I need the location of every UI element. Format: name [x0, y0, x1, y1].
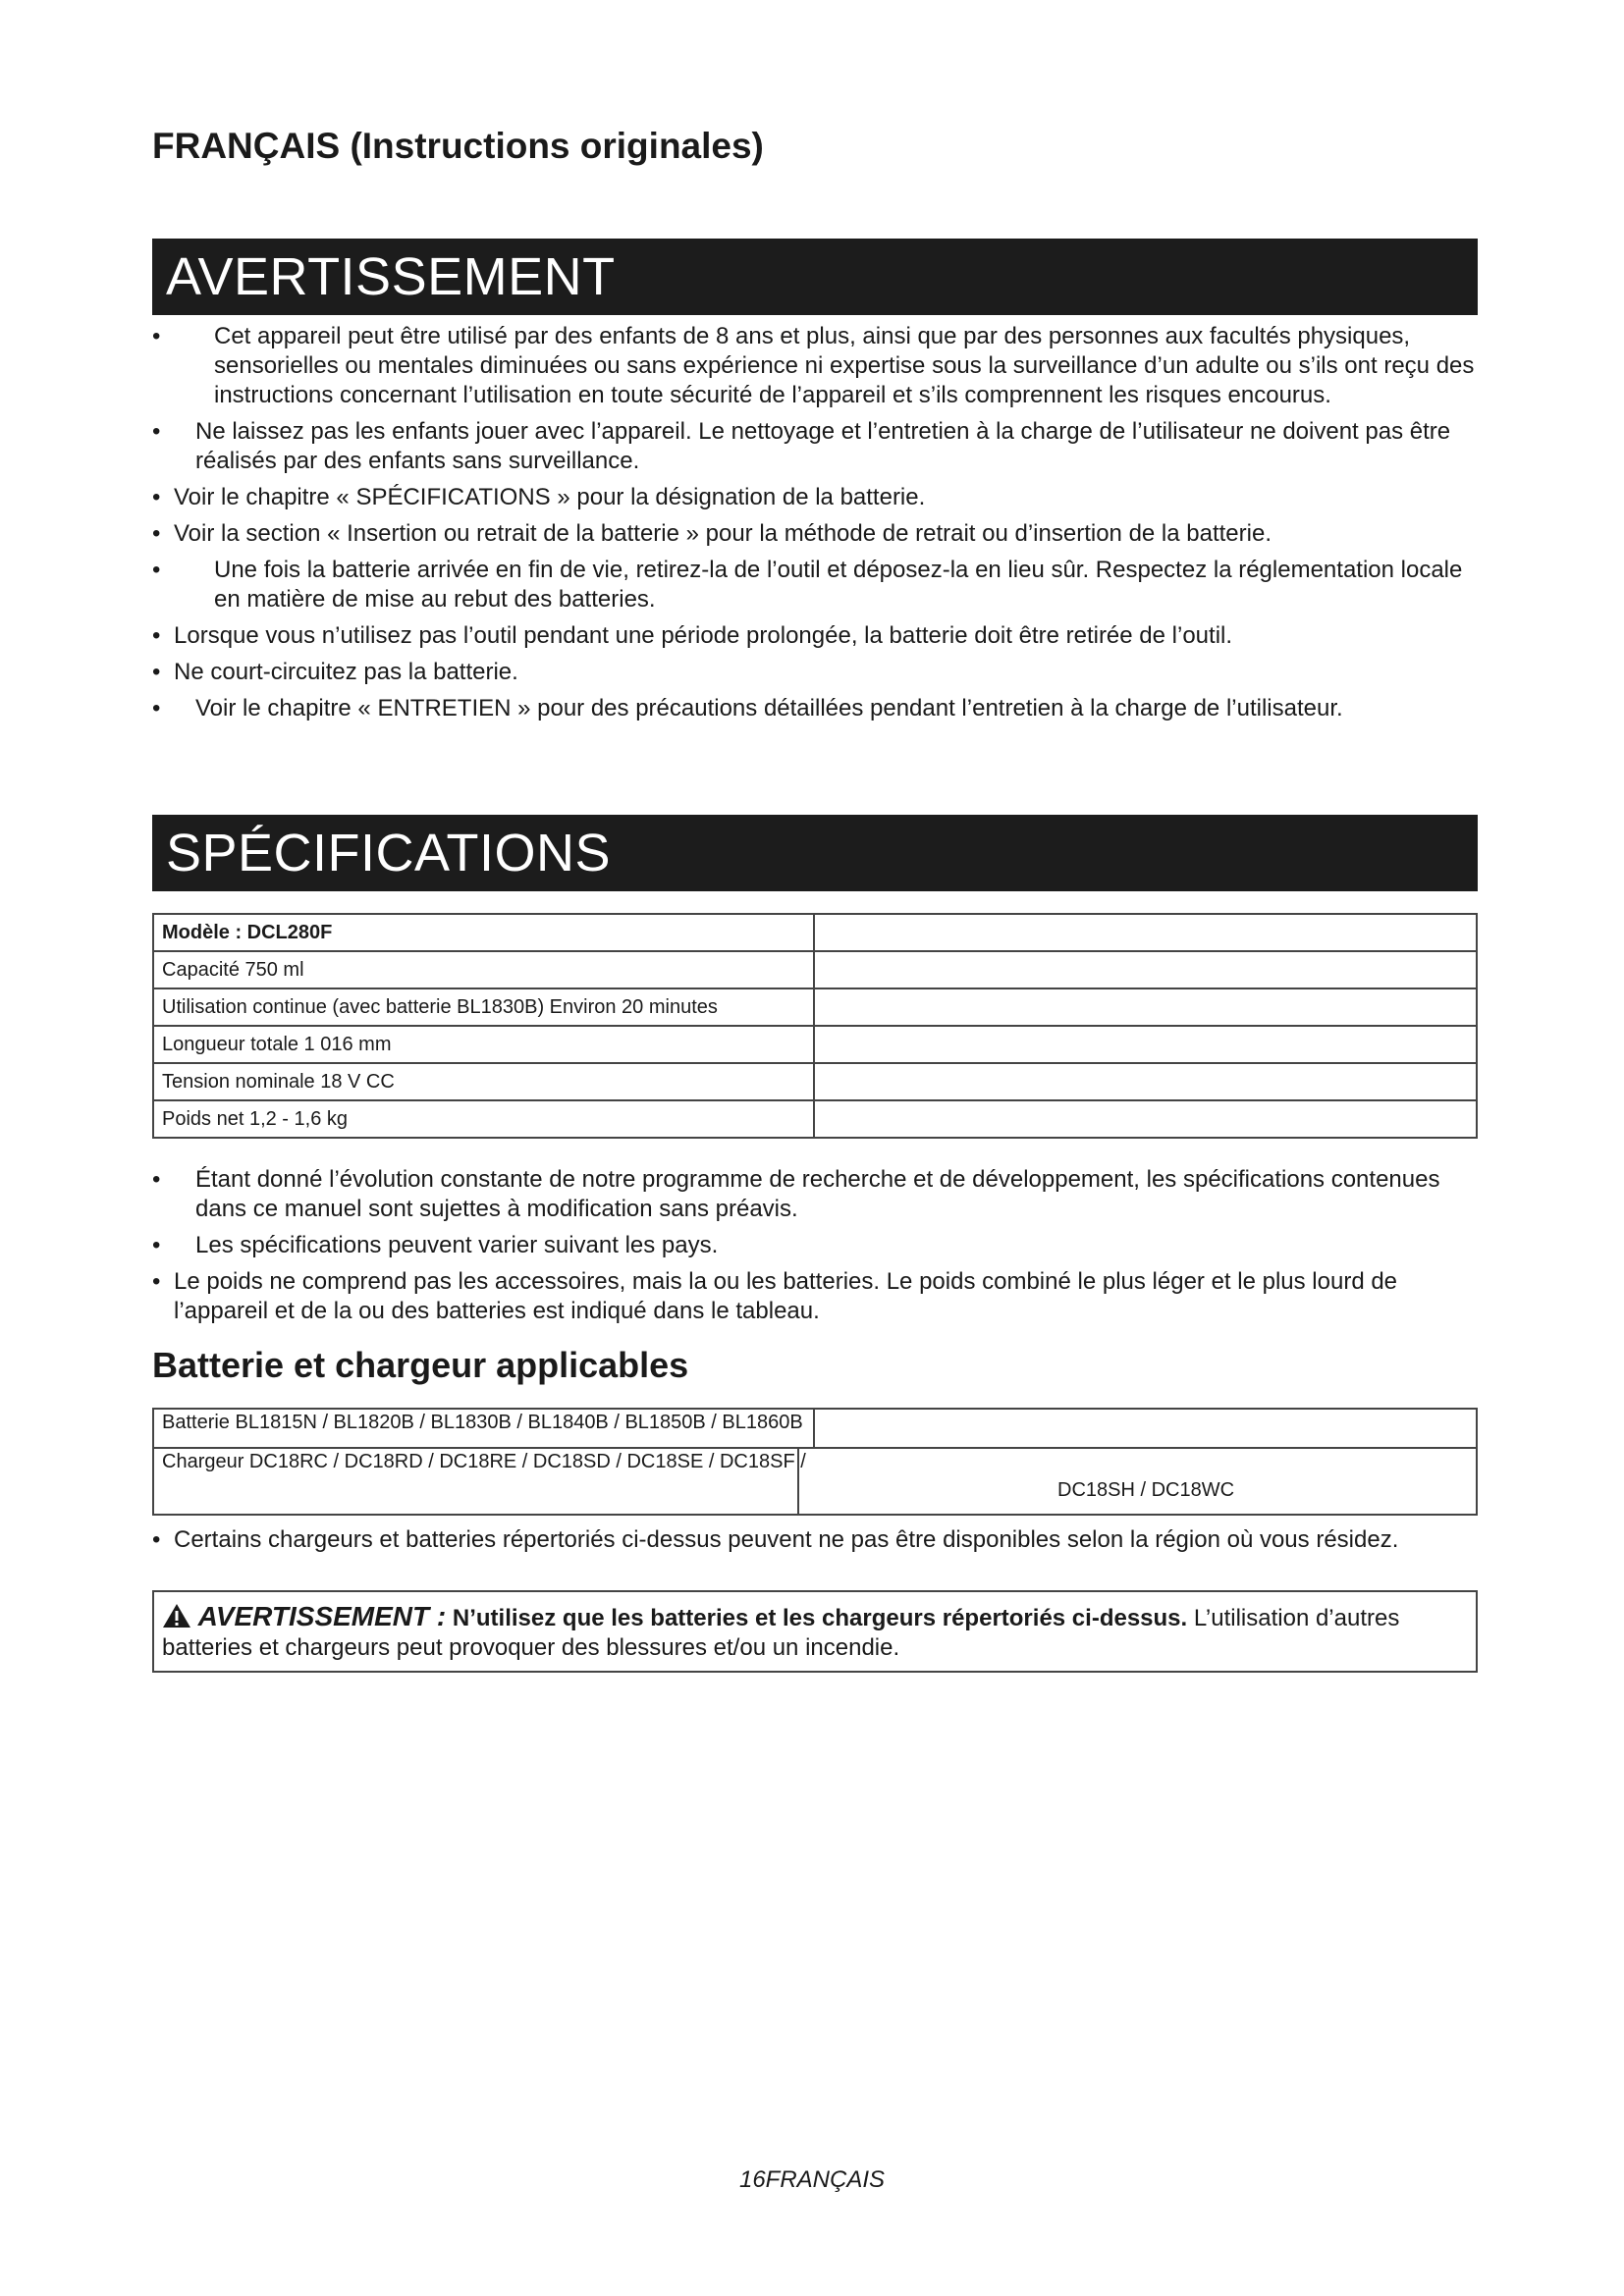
spec-cell-empty: [814, 988, 1477, 1026]
warning-strong-text: N’utilisez que les batteries et les chargeurs répertoriés ci-dessus.: [452, 1605, 1188, 1631]
spec-cell: Tension nominale 18 V CC: [153, 1063, 814, 1100]
spec-cell: Capacité 750 ml: [153, 951, 814, 988]
spec-cell: Utilisation continue (avec batterie BL1830B) Environ 20 minutes: [153, 988, 814, 1026]
list-item: • Le poids ne comprend pas les accessoires, mais la ou les batteries. Le poids combiné le plus léger et le plus lourd de l’appareil et de la ou des batteries est indiqué dans le tableau.: [152, 1267, 1478, 1326]
table-row: [153, 1063, 1477, 1100]
list-item: • Voir la section « Insertion ou retrait de la batterie » pour la méthode de retrait ou d’insertion de la batterie.: [152, 519, 1478, 549]
table-row: [153, 1448, 1477, 1515]
charger-list: Chargeur DC18RC / DC18RD / DC18RE / DC18SD / DC18SE / DC18SF /: [162, 1451, 806, 1472]
spec-cell-empty: [814, 914, 1477, 951]
spec-cell-empty: [814, 951, 1477, 988]
spec-cell: Longueur totale 1 016 mm: [153, 1026, 814, 1063]
final-warning-box: [152, 1590, 1478, 1673]
table-row: [153, 1026, 1477, 1063]
list-item: • Une fois la batterie arrivée en fin de vie, retirez-la de l’outil et déposez-la en lieu sûr. Respectez la réglementation locale en matière de mise au rebut des batteries.: [152, 556, 1478, 614]
warning-list: [152, 322, 1478, 730]
spec-cell: Poids net 1,2 - 1,6 kg: [153, 1100, 814, 1138]
list-item: • Cet appareil peut être utilisé par des enfants de 8 ans et plus, ainsi que par des personnes aux facultés physiques, sensorielles ou mentales diminuées ou sans expérience ni expertise sous la surveillance d’un adulte ou s’ils ont reçu des instructions concernant l’utilisation en toute sécurité de l’appareil et s’ils comprennent les risques encourus.: [152, 322, 1478, 410]
spec-notes-list: [152, 1165, 1478, 1333]
battery-cell-empty: [814, 1409, 1477, 1448]
table-row: [153, 1100, 1477, 1138]
list-item: • Lorsque vous n’utilisez pas l’outil pendant une période prolongée, la batterie doit être retirée de l’outil.: [152, 621, 1478, 651]
list-item: • Les spécifications peuvent varier suivant les pays.: [152, 1231, 1478, 1260]
list-item: • Voir le chapitre « ENTRETIEN » pour des précautions détaillées pendant l’entretien à la charge de l’utilisateur.: [152, 694, 1478, 723]
table-row: [153, 914, 1477, 951]
table-row: [153, 988, 1477, 1026]
page-heading: FRANÇAIS (Instructions originales): [152, 126, 764, 166]
spec-table: [152, 913, 1478, 1139]
spec-cell-empty: [814, 1100, 1477, 1138]
list-item: • Ne court-circuitez pas la batterie.: [152, 658, 1478, 687]
list-item: • Étant donné l’évolution constante de notre programme de recherche et de développement, les spécifications contenues dans ce manuel sont sujettes à modification sans préavis.: [152, 1165, 1478, 1224]
list-item: • Ne laissez pas les enfants jouer avec l’appareil. Le nettoyage et l’entretien à la charge de l’utilisateur ne doivent pas être réalisés par des enfants sans surveillance.: [152, 417, 1478, 476]
availability-notes: [152, 1525, 1478, 1562]
battery-heading: Batterie et chargeur applicables: [152, 1345, 689, 1385]
charger-list-continued: DC18SH / DC18WC: [1057, 1479, 1235, 1501]
battery-list: Batterie BL1815N / BL1820B / BL1830B / BL1840B / BL1850B / BL1860B: [162, 1412, 803, 1433]
spec-cell-empty: [814, 1063, 1477, 1100]
table-row: [153, 951, 1477, 988]
spec-banner: SPÉCIFICATIONS: [152, 815, 1478, 891]
charger-cell: [153, 1448, 1477, 1515]
warning-banner: AVERTISSEMENT: [152, 239, 1478, 315]
warning-triangle-icon: [162, 1603, 191, 1629]
list-item: • Voir le chapitre « SPÉCIFICATIONS » pour la désignation de la batterie.: [152, 483, 1478, 512]
battery-table: [152, 1408, 1478, 1516]
battery-cell: [153, 1409, 814, 1448]
list-item: • Certains chargeurs et batteries répertoriés ci-dessus peuvent ne pas être disponibles selon la région où vous résidez.: [152, 1525, 1478, 1555]
warning-label: AVERTISSEMENT :: [197, 1601, 447, 1631]
spec-cell-empty: [814, 1026, 1477, 1063]
warning-text: L’utilisation d’autres batteries et chargeurs peut provoquer des blessures et/ou un incendie.: [162, 1605, 1400, 1661]
table-row: [153, 1409, 1477, 1448]
page-footer: 16FRANÇAIS: [738, 2166, 886, 2193]
spec-cell: Modèle : DCL280F: [153, 914, 814, 951]
